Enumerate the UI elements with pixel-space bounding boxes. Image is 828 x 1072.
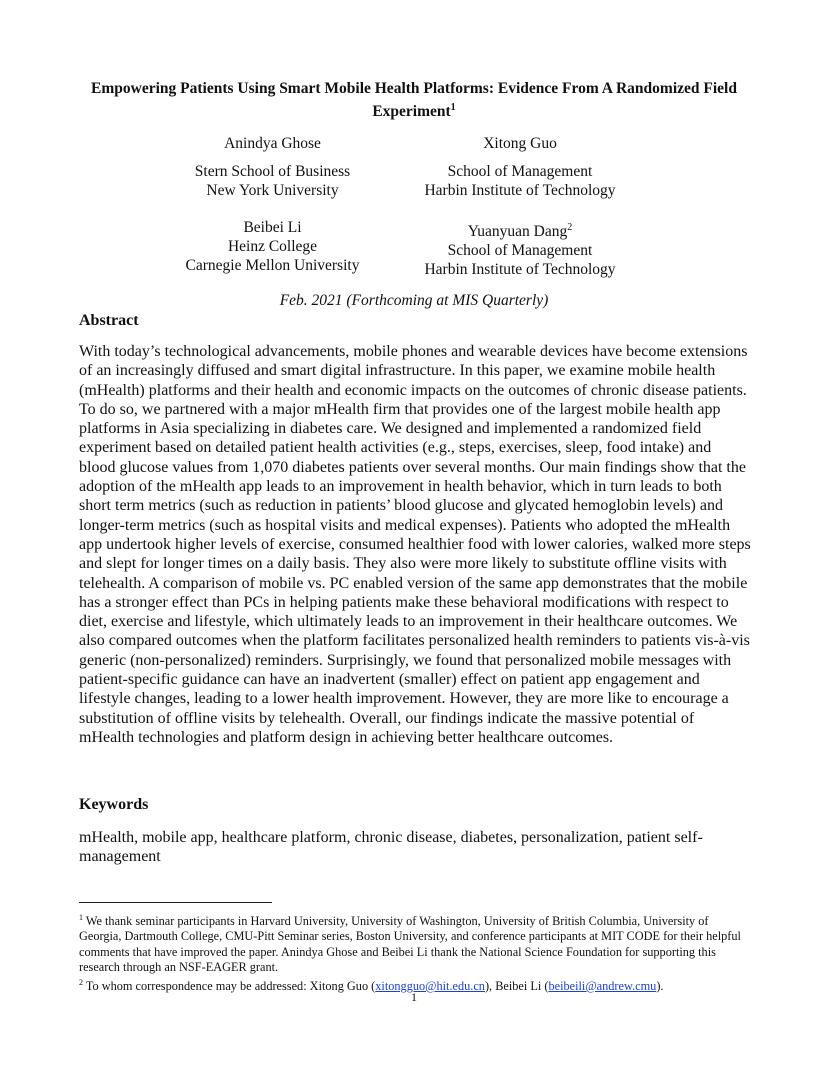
- email-link-guo[interactable]: xitongguo@hit.edu.cn: [375, 979, 485, 993]
- abstract-heading: Abstract: [79, 312, 139, 329]
- paper-title-text: Empowering Patients Using Smart Mobile Health Platforms: Evidence From A Randomized Field Experiment: [91, 80, 737, 121]
- footnote-divider: [79, 902, 272, 903]
- keywords-text: mHealth, mobile app, healthcare platform, chronic disease, diabetes, personalization, patient self-management: [79, 829, 703, 866]
- footnote-text: ).: [656, 979, 664, 993]
- footnote-text: ), Beibei Li (: [484, 979, 549, 993]
- page-number: 1: [411, 990, 417, 1004]
- publication-date: Feb. 2021 (Forthcoming at MIS Quarterly): [279, 292, 549, 309]
- author-dang: [405, 218, 635, 279]
- author-affiliation: School of Management: [447, 242, 593, 260]
- email-link-li[interactable]: beibeili@andrew.cmu: [548, 979, 657, 993]
- author-affiliation: School of Management: [447, 163, 593, 180]
- author-affiliation: Stern School of Business: [194, 163, 351, 180]
- paper-title: [78, 79, 750, 121]
- footnote-1: [79, 910, 751, 975]
- author-affiliation: Harbin Institute of Technology: [424, 182, 616, 199]
- footnote-text: We thank seminar participants in Harvard University, University of Washington, University of British Columbia, University of Georgia, Dartmouth College, CMU-Pitt Seminar series, Boston University, and conference participants at MIT CODE for their helpful comments that have improved the paper. Anindya Ghose and Beibei Li thank the National Science Foundation for supporting this research through an NSF-EAGER grant.: [79, 914, 741, 974]
- author-name: Anindya Ghose: [224, 135, 321, 152]
- author-name: Beibei Li: [243, 219, 302, 236]
- footnote-mark: 2: [79, 977, 83, 987]
- author-affiliation: New York University: [206, 182, 339, 199]
- abstract-text: With today’s technological advancements, mobile phones and wearable devices have become extensions of an increasingly diffused and smart digital infrastructure. In this paper, we examine mobile health (mHealth) platforms and their health and economic impacts on the outcomes of chronic disease patients. To do so, we partnered with a major mHealth firm that provides one of the largest mobile health app platforms in Asia specializing in diabetes care. We designed and implemented a randomized field experiment based on detailed patient health activities (e.g., steps, exercises, sleep, food intake) and blood glucose values from 1,070 diabetes patients over several months. Our main findings show that the adoption of the mHealth app leads to an improvement in health behavior, which in turn leads to both short term metrics (such as reduction in patients’ blood glucose and glycated hemoglobin levels) and longer-term metrics (such as hospital visits and medical expenses). Patients who adopted the mHealth app undertook higher levels of exercise, consumed healthier food with lower calories, walked more steps and slept for longer times on a daily basis. They also were more likely to substitute offline visits with telehealth. A comparison of mobile vs. PC enabled version of the same app demonstrates that the mobile has a stronger effect than PCs in helping patients make these behavioral modifications with respect to diet, exercise and lifestyle, which ultimately leads to an improvement in their healthcare outcomes. We also compared outcomes when the platform facilitates personalized health reminders to patients vis-à-vis generic (non-personalized) reminders. Surprisingly, we found that personalized mobile messages with patient-specific guidance can have an inadvertent (smaller) effect on patient app engagement and lifestyle changes, leading to a lower health improvement. However, they are more like to encourage a substitution of offline visits by telehealth. Overall, our findings indicate the massive potential of mHealth technologies and platform design in achieving better healthcare outcomes.: [79, 343, 751, 746]
- author-affiliation: Harbin Institute of Technology: [424, 261, 616, 279]
- footnotes: [79, 910, 751, 994]
- author-name: Xitong Guo: [483, 135, 557, 152]
- author-li: [150, 218, 395, 275]
- title-footnote-mark: 1: [450, 102, 456, 113]
- author-column-right: [405, 134, 635, 289]
- footnote-text: To whom correspondence may be addressed: Xitong Guo (: [85, 979, 376, 993]
- author-column-left: [150, 134, 395, 285]
- author-ghose: [150, 134, 395, 200]
- author-affiliation: Heinz College: [227, 238, 318, 255]
- author-guo: [405, 134, 635, 200]
- author-affiliation: Carnegie Mellon University: [185, 257, 360, 274]
- author-name: Yuanyuan Dang: [467, 223, 568, 241]
- author-footnote-mark: 2: [567, 222, 573, 233]
- footnote-mark: 1: [79, 913, 83, 922]
- keywords-heading: Keywords: [79, 796, 149, 813]
